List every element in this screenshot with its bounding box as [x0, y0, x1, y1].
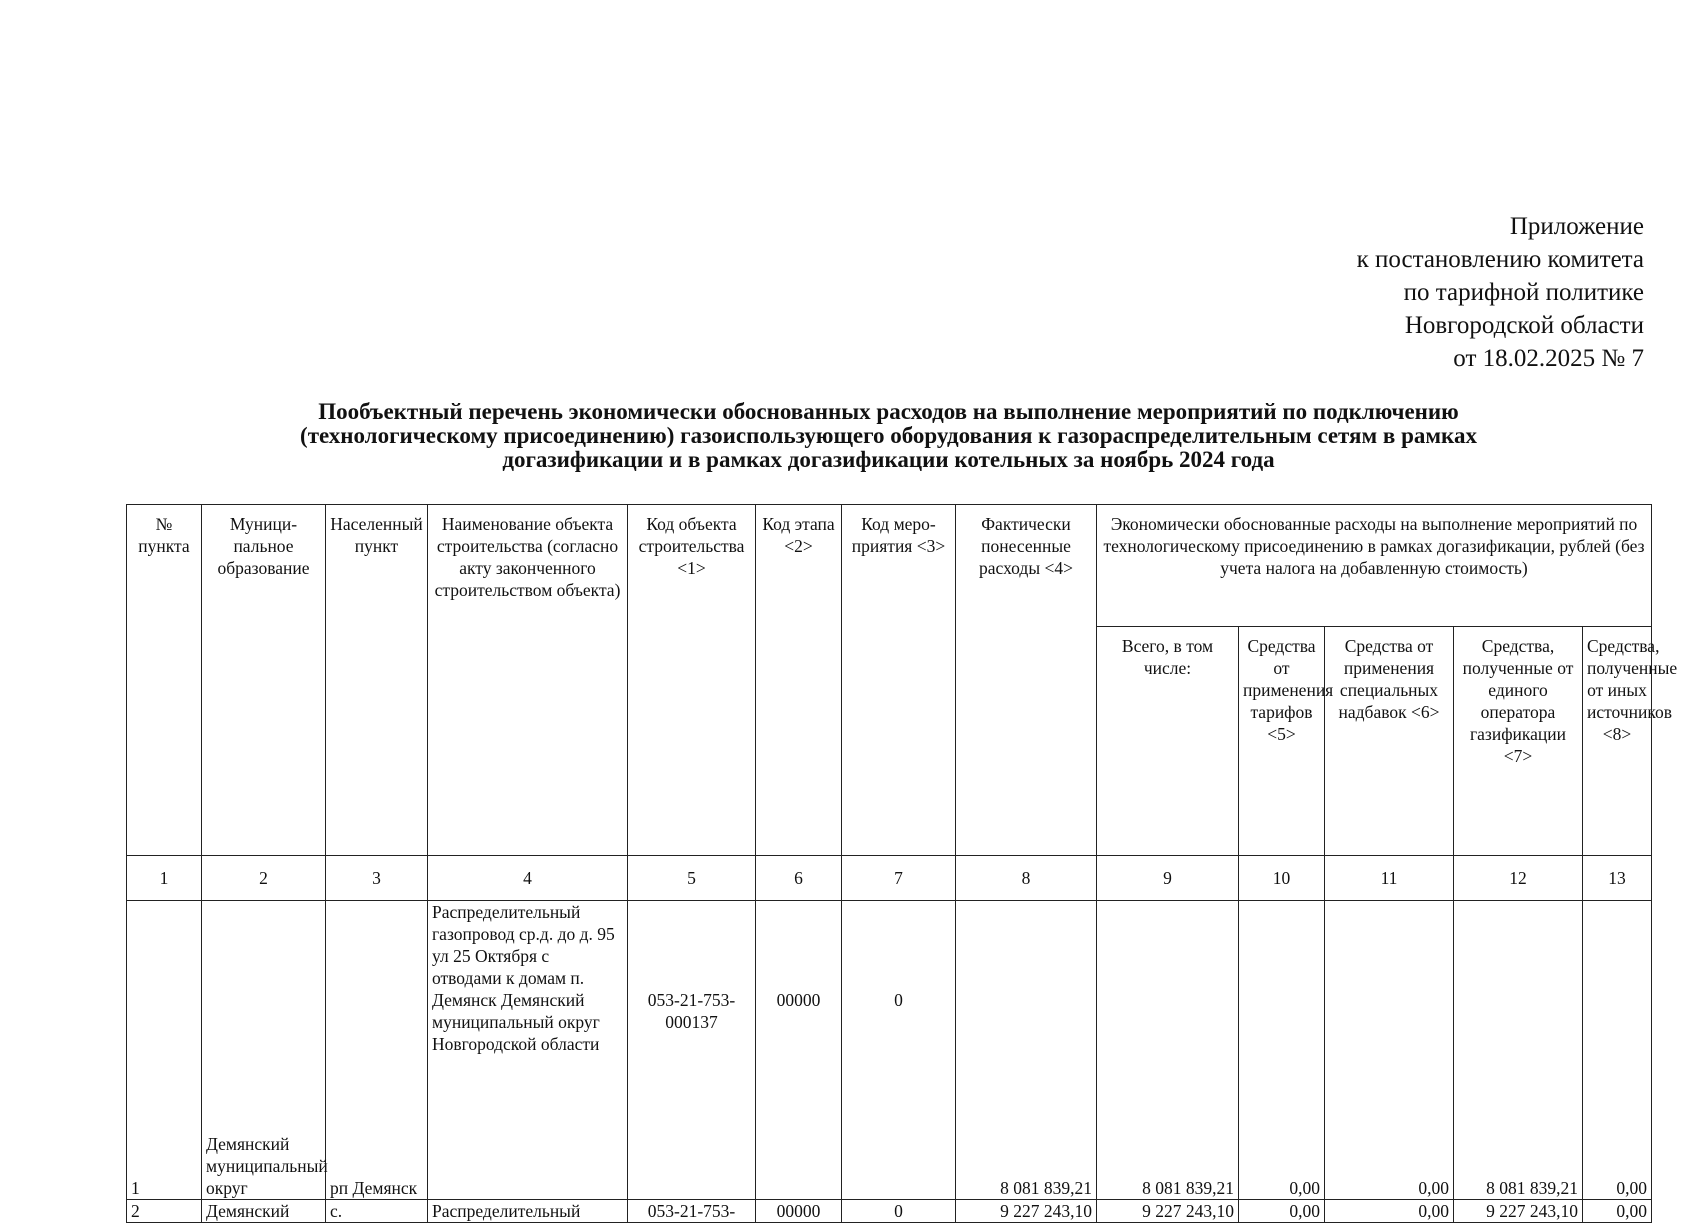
- header-total: Всего, в том числе:: [1097, 627, 1239, 856]
- cell-surcharges: 0,00: [1325, 901, 1454, 1200]
- header-surcharges: Средства от применения специальных надбавок <6>: [1325, 627, 1454, 856]
- expenses-table: [126, 504, 1678, 1223]
- title-line: (технологическому присоединению) газоиспользующего оборудования к газораспределительным сетям в рамках: [300, 423, 1477, 448]
- table-row: [127, 1200, 1652, 1223]
- header-stage-code: Код этапа <2>: [756, 505, 842, 856]
- header-group-justified-expenses: Экономически обоснованные расходы на выполнение мероприятий по технологическому присоединению в рамках догазификации, рублей (без учета налога на добавленную стоимость): [1097, 505, 1652, 627]
- column-number: 6: [756, 856, 842, 901]
- appendix-line: Новгородской области: [1404, 312, 1644, 339]
- cell-settlement: рп Демянск: [326, 901, 428, 1200]
- cell-event-code: 0: [842, 1200, 956, 1223]
- cell-stage-code: 00000: [756, 901, 842, 1200]
- appendix-line: по тарифной политике: [1403, 279, 1644, 306]
- cell-surcharges: 0,00: [1325, 1200, 1454, 1223]
- cell-actual-expenses: 9 227 243,10: [956, 1200, 1097, 1223]
- column-numbers-row: [127, 856, 1652, 901]
- document-title: [126, 400, 1651, 472]
- header-operator: Средства, полученные от единого оператора газификации <7>: [1454, 627, 1583, 856]
- cell-object-code: 053-21-753-: [628, 1200, 756, 1223]
- column-number: 9: [1097, 856, 1239, 901]
- cell-total: 8 081 839,21: [1097, 901, 1239, 1200]
- cell-operator: 9 227 243,10: [1454, 1200, 1583, 1223]
- column-number: 8: [956, 856, 1097, 901]
- column-number: 11: [1325, 856, 1454, 901]
- cell-event-code: 0: [842, 901, 956, 1200]
- column-number: 2: [202, 856, 326, 901]
- cell-settlement: с.: [326, 1200, 428, 1223]
- appendix-line: от 18.02.2025 № 7: [1453, 345, 1644, 372]
- header-object-code: Код объекта строительства <1>: [628, 505, 756, 856]
- appendix-line: Приложение: [1509, 213, 1644, 240]
- header-actual-expenses: Фактически понесенные расходы <4>: [956, 505, 1097, 856]
- header-tariffs: Средства от применения тарифов <5>: [1239, 627, 1325, 856]
- column-number: 4: [428, 856, 628, 901]
- cell-item-number: 1: [127, 901, 202, 1200]
- header-settlement: Населенный пункт: [326, 505, 428, 856]
- title-line: Пообъектный перечень экономически обоснованных расходов на выполнение мероприятий по подключению: [318, 399, 1459, 424]
- cell-object-code: 053-21-753-000137: [628, 901, 756, 1200]
- header-row-1: [127, 505, 1652, 627]
- title-line: догазификации и в рамках догазификации котельных за ноябрь 2024 года: [502, 447, 1275, 472]
- header-municipality: Муници-пальное образование: [202, 505, 326, 856]
- column-number: 10: [1239, 856, 1325, 901]
- column-number: 12: [1454, 856, 1583, 901]
- cell-object-name: Распределительный газопровод ср.д. до д. 95 ул 25 Октября с отводами к домам п. Демянск Демянский муниципальный округ Новгородской области: [428, 901, 628, 1200]
- column-number: 1: [127, 856, 202, 901]
- header-object-name: Наименование объекта строительства (согласно акту законченного строительством объекта): [428, 505, 628, 856]
- cell-total: 9 227 243,10: [1097, 1200, 1239, 1223]
- cell-tariffs: 0,00: [1239, 901, 1325, 1200]
- appendix-line: к постановлению комитета: [1356, 246, 1644, 273]
- table-row: [127, 901, 1652, 1200]
- cell-object-name: Распределительный: [428, 1200, 628, 1223]
- cell-other-sources: 0,00: [1583, 901, 1652, 1200]
- column-number: 13: [1583, 856, 1652, 901]
- cell-actual-expenses: 8 081 839,21: [956, 901, 1097, 1200]
- column-number: 5: [628, 856, 756, 901]
- cell-municipality: Демянский: [202, 1200, 326, 1223]
- cell-stage-code: 00000: [756, 1200, 842, 1223]
- cell-other-sources: 0,00: [1583, 1200, 1652, 1223]
- cell-item-number: 2: [127, 1200, 202, 1223]
- column-number: 3: [326, 856, 428, 901]
- column-number: 7: [842, 856, 956, 901]
- appendix-block: [1357, 210, 1644, 375]
- cell-municipality: Демянский муниципальный округ: [202, 901, 326, 1200]
- cell-operator: 8 081 839,21: [1454, 901, 1583, 1200]
- header-event-code: Код меро-приятия <3>: [842, 505, 956, 856]
- header-other-sources: Средства, полученные от иных источников <8>: [1583, 627, 1652, 856]
- cell-tariffs: 0,00: [1239, 1200, 1325, 1223]
- header-item-number: № пункта: [127, 505, 202, 856]
